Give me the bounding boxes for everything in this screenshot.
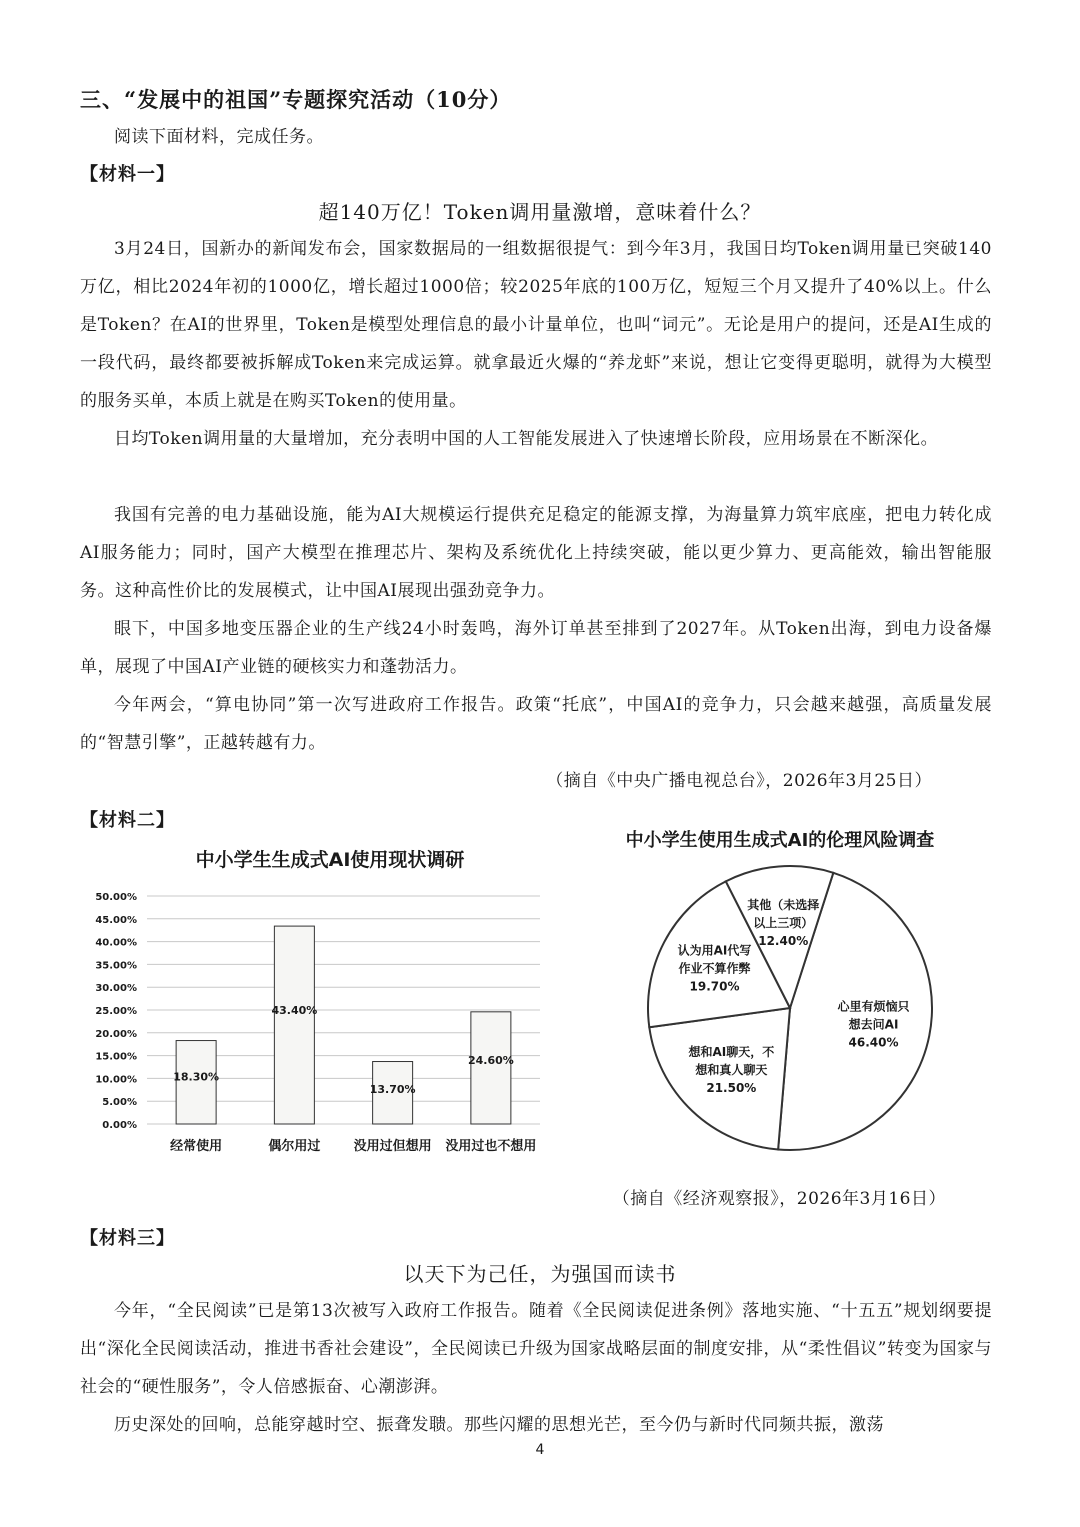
bar-value-label: 43.40% — [271, 1004, 318, 1018]
material3-label: 【材料三】 — [80, 1228, 175, 1249]
y-tick-label: 10.00% — [95, 1074, 137, 1086]
pie-slice-label: 作业不算作弊 — [678, 961, 751, 976]
material3-title: 以天下为己任，为强国而读书 — [403, 1262, 677, 1286]
pie-slice-label: 以上三项） — [753, 916, 814, 931]
pie-slice-label: 认为用AI代写 — [677, 943, 752, 958]
pie-chart-title: 中小学生使用生成式AI的伦理风险调查 — [625, 830, 935, 851]
pie-value-label: 46.40% — [848, 1035, 899, 1050]
material1-label: 【材料一】 — [80, 164, 175, 185]
bar-value-label: 13.70% — [369, 1082, 416, 1096]
pie-chart — [640, 858, 940, 1158]
y-tick-label: 45.00% — [95, 914, 137, 926]
pie-slice-label: 想去问AI — [848, 1017, 899, 1032]
material1-title: 超140万亿！Token调用量激增，意味着什么？ — [318, 200, 762, 224]
x-category-label: 没用过但想用 — [353, 1139, 432, 1154]
pie-slice-label: 想和AI聊天，不 — [688, 1044, 775, 1059]
bar-chart-title: 中小学生生成式AI使用现状调研 — [195, 849, 465, 871]
material2-label: 【材料二】 — [80, 810, 175, 831]
y-tick-label: 50.00% — [95, 892, 137, 903]
y-tick-label: 25.00% — [95, 1006, 137, 1017]
y-tick-label: 30.00% — [95, 983, 137, 995]
y-tick-label: 15.00% — [95, 1051, 137, 1063]
material2-source: （摘自《经济观察报》，2026年3月16日） — [612, 1189, 946, 1209]
x-category-label: 偶尔用过 — [268, 1139, 321, 1154]
material3-paragraph-1: 今年，“全民阅读”已是第13次被写入政府工作报告。随着《全民阅读促进条例》落地实施、“十五五”规划纲要提出“深化全民阅读活动，推进书香社会建设”，全民阅读已升级为国家战略层面的制度安排，从“柔性倡议”转变为国家与社会的“硬性服务”，令人倍感振奋、心潮澎湃。 — [80, 1301, 992, 1397]
pie-slice — [649, 1008, 790, 1150]
material1-paragraph-3: 我国有完善的电力基础设施，能为AI大规模运行提供充足稳定的能源支撑，为海量算力筑牢底座，把电力转化成AI服务能力；同时，国产大模型在推理芯片、架构及系统优化上持续突破，能以更少算力、更高能效，输出智能服务。这种高性价比的发展模式，让中国AI展现出强劲竞争力。 — [80, 505, 992, 601]
pie-value-label: 12.40% — [758, 934, 809, 949]
y-tick-label: 35.00% — [95, 960, 137, 972]
y-tick-label: 20.00% — [95, 1028, 137, 1040]
bar — [274, 926, 314, 1124]
page-number: 4 — [535, 1442, 545, 1458]
material1-source: （摘自《中央广播电视总台》，2026年3月25日） — [546, 771, 932, 791]
y-tick-label: 0.00% — [102, 1120, 137, 1131]
y-tick-label: 40.00% — [95, 937, 137, 949]
y-tick-label: 5.00% — [102, 1097, 137, 1109]
bar-value-label: 18.30% — [173, 1070, 220, 1084]
section-title: 三、“发展中的祖国”专题探究活动（10分） — [80, 87, 512, 112]
pie-value-label: 21.50% — [706, 1080, 757, 1095]
bar — [471, 1012, 511, 1124]
pie-slice-label: 其他（未选择 — [747, 898, 820, 913]
x-category-label: 没用过也不想用 — [445, 1139, 537, 1154]
bar-value-label: 24.60% — [467, 1053, 514, 1067]
instruction: 阅读下面材料，完成任务。 — [114, 127, 324, 147]
pie-slice-label: 想和真人聊天 — [695, 1062, 768, 1077]
material1-paragraph-2: 日均Token调用量的大量增加，充分表明中国的人工智能发展进入了快速增长阶段，应用场景在不断深化。 — [114, 429, 939, 449]
pie-slice-label: 心里有烦恼只 — [837, 999, 910, 1014]
material1-paragraph-1: 3月24日，国新办的新闻发布会，国家数据局的一组数据很提气：到今年3月，我国日均Token调用量已突破140万亿，相比2024年初的1000亿，增长超过1000倍；较2025年底的100万亿，短短三个月又提升了40%以上。什么是Token？在AI的世界里，Token是模型处理信息的最小计量单位，也叫“词元”。无论是用户的提问，还是AI生成的一段代码，最终都要被拆解成Token来完成运算。就拿最近火爆的“养龙虾”来说，想让它变得更聪明，就得为大模型的服务买单，本质上就是在购买Token的使用量。 — [80, 239, 992, 411]
x-category-label: 经常使用 — [170, 1139, 223, 1154]
bar-chart — [85, 880, 555, 1170]
material1-paragraph-4: 眼下，中国多地变压器企业的生产线24小时轰鸣，海外订单甚至排到了2027年。从Token出海，到电力设备爆单，展现了中国AI产业链的硬核实力和蓬勃活力。 — [80, 619, 992, 677]
material3-paragraph-2: 历史深处的回响，总能穿越时空、振聋发聩。那些闪耀的思想光芒，至今仍与新时代同频共振，激荡 — [114, 1415, 884, 1435]
material1-paragraph-5: 今年两会，“算电协同”第一次写进政府工作报告。政策“托底”，中国AI的竞争力，只会越来越强，高质量发展的“智慧引擎”，正越转越有力。 — [80, 695, 992, 753]
pie-value-label: 19.70% — [689, 979, 740, 994]
